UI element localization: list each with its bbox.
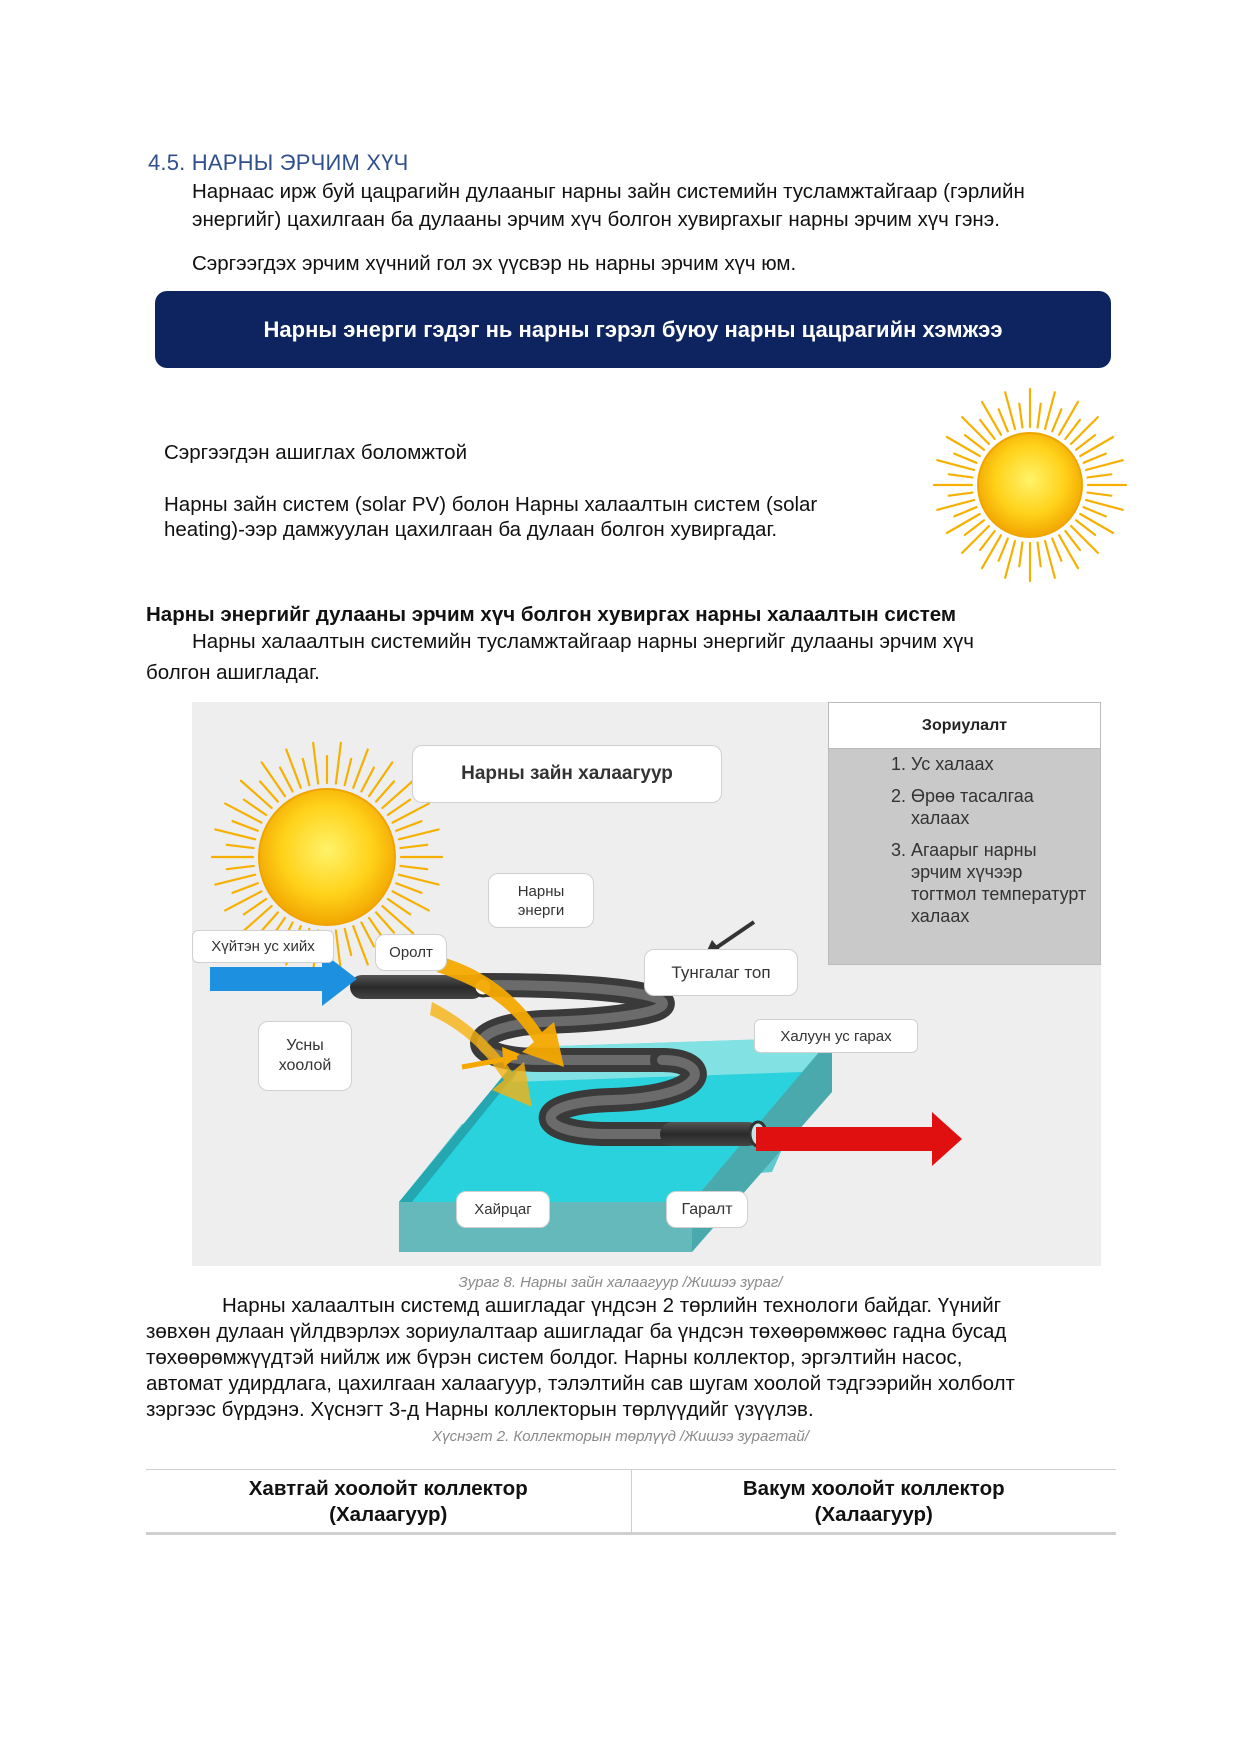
sun-ray xyxy=(388,899,410,914)
renewable-line-1: Сэргээгдэн ашиглах боломжтой xyxy=(164,441,468,464)
sun-ray xyxy=(954,507,976,516)
intro-line-1: Нарнаас ирж буй цацрагийн дулааныг нарны зайн системийн тусламжтайгаар (гэрлийн xyxy=(192,180,1025,203)
sun-ray xyxy=(262,762,285,796)
table-header-vacuum-line-2: (Халаагуур) xyxy=(814,1503,933,1526)
heating-line-2: болгон ашигладаг. xyxy=(146,661,320,684)
inlet-label xyxy=(375,934,447,971)
definition-banner: Нарны энерги гэдэг нь нарны гэрэл буюу нарны цацрагийн хэмжээ xyxy=(155,291,1111,368)
sun-ray xyxy=(1052,539,1061,561)
table-header-flat-line-2: (Халаагуур) xyxy=(329,1503,448,1526)
sun-ray xyxy=(962,526,989,553)
transparent-cover-label xyxy=(644,949,798,996)
water-pipe-label xyxy=(258,1021,352,1091)
intro-line-2: энергийг) цахилгаан ба дулааны эрчим хүч болгон хувиргахыг нарны эрчим хүч гэнэ. xyxy=(192,208,1000,231)
sun-ray xyxy=(1084,454,1106,463)
sun-ray xyxy=(937,460,974,470)
table-caption: Хүснэгт 2. Коллекторын төрлүүд /Жишээ зурагтай/ xyxy=(432,1428,809,1445)
sun-ray xyxy=(1084,507,1106,516)
sun-ray xyxy=(1005,541,1015,578)
sun-ray xyxy=(1038,404,1041,428)
table-header-flat xyxy=(146,1470,631,1534)
outlet-label xyxy=(666,1191,748,1228)
sun-icon xyxy=(920,385,1140,585)
sun-ray xyxy=(1059,535,1078,568)
table-header-flat-line-1: Хавтгай хоолойт коллектор xyxy=(248,1477,528,1500)
sun-ray xyxy=(396,883,421,893)
solar-energy-text-1: Нарны xyxy=(517,882,565,900)
body2-line-5: зэргээс бүрдэнэ. Хүснэгт 3-д Нарны коллекторын төрлүүдийг үзүүлэв. xyxy=(146,1398,814,1421)
sun-ray xyxy=(1088,474,1112,477)
sun-ray xyxy=(1052,409,1061,431)
water-pipe-text-2: хоолой xyxy=(278,1057,332,1074)
intro-line-3: Сэргээгдэх эрчим хүчний гол эх үүсвэр нь нарны эрчим хүч юм. xyxy=(192,252,797,275)
sun-ray xyxy=(400,845,427,848)
sun-ray xyxy=(999,409,1008,431)
purpose-panel xyxy=(828,702,1101,965)
sun-ray xyxy=(233,883,258,893)
sun-ray xyxy=(1059,402,1078,435)
sun-ray xyxy=(369,762,392,796)
purpose-header: Зориулалт xyxy=(829,703,1100,749)
hot-water-text: Халуун ус гарах xyxy=(780,1027,892,1045)
sun-ray xyxy=(1045,541,1055,578)
body2-text-1: Нарны халаалтын системд ашигладаг үндсэн 2 төрлийн технологи байдаг. Үүнийг xyxy=(222,1294,1002,1317)
sun-ray xyxy=(244,800,266,815)
table-row xyxy=(146,1470,1116,1534)
outlet-text: Гаралт xyxy=(681,1200,733,1218)
heating-heading: Нарны энергийг дулааны эрчим хүч болгон хувиргах нарны халаалтын систем xyxy=(146,603,957,626)
sun-ray xyxy=(1045,392,1055,429)
sun-ray xyxy=(361,768,374,792)
cold-water-text: Хүйтэн ус хийх xyxy=(211,938,315,955)
sun-ray xyxy=(345,929,351,955)
figure-caption: Зураг 8. Нарны зайн халаагуур /Жишээ зураг/ xyxy=(458,1274,783,1291)
body2-line-4: автомат удирдлага, цахилгаан халаагуур, тэлэлтийн сав шугам хоолой тэдгээрийн холболт xyxy=(146,1372,1015,1395)
box-text: Хайрцаг xyxy=(474,1201,532,1218)
sun-ray xyxy=(999,539,1008,561)
solar-energy-text-2: энерги xyxy=(517,901,565,919)
sun-ray xyxy=(937,500,974,510)
sun-ray xyxy=(313,743,318,784)
renewable-line-3: heating)-ээр дамжуулан цахилгаан ба дулаан болгон хувиргадаг. xyxy=(164,518,778,541)
sun-ray xyxy=(233,821,258,831)
table-header-vacuum-line-1: Вакум хоолойт коллектор xyxy=(742,1477,1005,1500)
sun-ray xyxy=(947,514,980,533)
sun-ray xyxy=(280,768,293,792)
sun-ray xyxy=(361,923,374,947)
sun-ray xyxy=(382,781,413,808)
sun-ray xyxy=(393,891,429,910)
sun-ray xyxy=(949,474,973,477)
solar-heater-figure xyxy=(192,702,1101,1266)
transparent-cover-text: Тунгалаг топ xyxy=(671,962,771,982)
sun-ray xyxy=(399,875,439,885)
body2-line-3: төхөөрөмжүүдтэй нийлж иж бүрэн систем болдог. Нарны коллектор, эргэлтийн насос, xyxy=(146,1346,963,1369)
sun-ray xyxy=(1086,500,1123,510)
diagram-sun-icon xyxy=(259,789,395,925)
body2-line-2: зөвхөн дулаан үйлдвэрлэх зориулалтаар ашигладаг ба үндсэн төхөөрөмжөөс гадна бусад xyxy=(146,1320,1007,1343)
sun-ray xyxy=(1005,392,1015,429)
sun-ray xyxy=(1019,404,1022,428)
sun-ray xyxy=(227,845,254,848)
purpose-item: 3. Агаарыг нарны эрчим хүчээр тогтмол температурт халаах xyxy=(911,839,1090,927)
collector-table xyxy=(146,1469,1116,1535)
sun-ray xyxy=(962,417,989,444)
table-header-vacuum xyxy=(631,1470,1116,1534)
sun-ray xyxy=(303,759,309,785)
sun-ray xyxy=(396,821,421,831)
sun-ray xyxy=(388,800,410,815)
sun-ray xyxy=(1019,543,1022,567)
sun-ray xyxy=(215,829,255,839)
sun-ray xyxy=(215,875,255,885)
figure-title: Нарны зайн халаагуур xyxy=(461,763,673,784)
inlet-text: Оролт xyxy=(389,944,433,961)
sun-ray xyxy=(345,759,351,785)
purpose-list-container xyxy=(829,749,1100,964)
box-label xyxy=(456,1191,550,1228)
sun-ray xyxy=(1080,514,1113,533)
purpose-item: 1. Ус халаах xyxy=(911,753,1090,775)
sun-ray xyxy=(225,891,261,910)
sun-ray xyxy=(947,437,980,456)
figure-title-box xyxy=(412,745,722,803)
purpose-list xyxy=(857,753,1090,927)
sun-ray xyxy=(1038,543,1041,567)
sun-ray xyxy=(225,804,261,823)
water-pipe-text-1: Усны xyxy=(286,1037,324,1054)
section-title: 4.5. НАРНЫ ЭРЧИМ ХҮЧ xyxy=(148,150,409,175)
sun-ray xyxy=(1088,493,1112,496)
sun-ray xyxy=(336,743,341,784)
cold-water-label xyxy=(192,930,334,963)
sun-ray xyxy=(954,454,976,463)
sun-ray xyxy=(982,535,1001,568)
sun-ray xyxy=(399,829,439,839)
body2-line-1 xyxy=(146,1292,1116,1320)
sun-ray xyxy=(241,781,272,808)
sun-ray xyxy=(400,866,427,869)
purpose-item: 2. Өрөө тасалгаа халаах xyxy=(911,785,1090,829)
sun-ray xyxy=(1080,437,1113,456)
solar-energy-label xyxy=(488,873,594,928)
sun-ray xyxy=(1071,526,1098,553)
sun-ray xyxy=(1071,417,1098,444)
renewable-line-2: Нарны зайн систем (solar PV) болон Нарны халаалтын систем (solar xyxy=(164,493,818,516)
sun-ray xyxy=(982,402,1001,435)
sun-ray xyxy=(1086,460,1123,470)
sun-ray xyxy=(244,899,266,914)
heating-line-1: Нарны халаалтын системийн тусламжтайгаар нарны энергийг дулааны эрчим хүч xyxy=(192,630,974,653)
hot-water-label xyxy=(754,1019,918,1053)
sun-ray xyxy=(393,804,429,823)
sun-ray xyxy=(949,493,973,496)
sun-ray xyxy=(382,906,413,933)
sun-ray xyxy=(227,866,254,869)
